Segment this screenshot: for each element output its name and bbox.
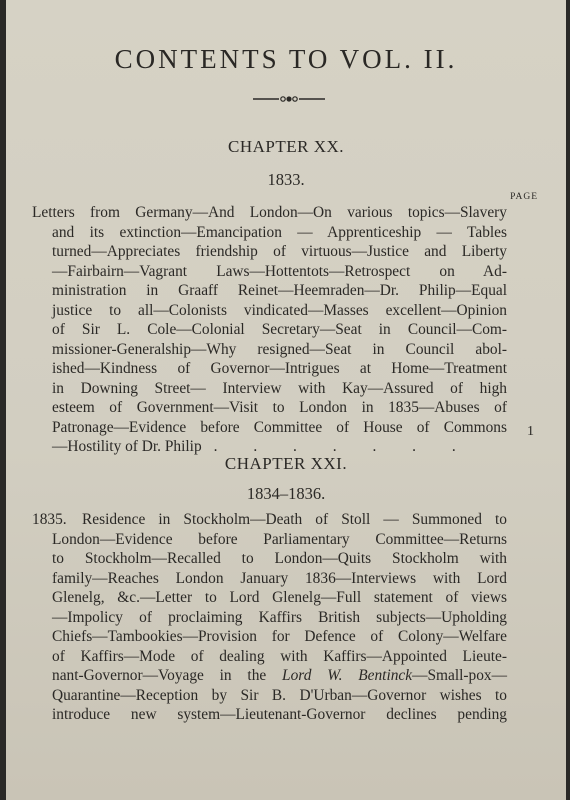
summary-line: —Impolicy of proclaiming Kaffirs British subjects—Upholding (52, 608, 507, 626)
chapter-summary (32, 203, 507, 457)
summary-line: ished—Kindness of Governor—Intrigues at Home—Treatment (52, 360, 507, 377)
summary-line: family—Reaches London January 1836—Interviews with Lord (52, 569, 507, 587)
summary-line: Letters from Germany—And London—On various topics—Slavery (32, 204, 507, 221)
summary-line: Quarantine—Reception by Sir B. D'Urban—Governor wishes to (52, 686, 507, 704)
summary-line-first (32, 510, 507, 530)
summary-line: esteem of Government—Visit to London in 1835—Abuses of (52, 399, 507, 416)
page-number: 1 (527, 424, 534, 439)
summary-line: Glenelg, &c.—Letter to Lord Glenelg—Full statement of views (52, 589, 507, 606)
page-column-label: PAGE (510, 192, 538, 202)
summary-line: of Sir L. Cole—Colonial Secretary—Seat in Council—Com- (52, 321, 507, 338)
summary-line-text: Residence in Stockholm—Death of Stoll — Summoned to (82, 511, 507, 528)
summary-line: Chiefs—Tambookies—Provision for Defence of Colony—Welfare (52, 628, 507, 645)
summary-line: London—Evidence before Parliamentary Committee—Returns (52, 530, 507, 548)
summary-line: missioner-Generalship—Why resigned—Seat in Council abol- (52, 340, 507, 358)
chapter-year: 1834–1836. (246, 484, 326, 503)
summary-line: justice to all—Colonists vindicated—Masses excellent—Opinion (52, 301, 507, 319)
entry-year: 1835. (32, 511, 67, 528)
summary-line-text: nant-Governor—Voyage in the (52, 667, 267, 684)
summary-line: turned—Appreciates friendship of virtuous—Justice and Liberty (52, 243, 507, 260)
summary-line: to Stockholm—Recalled to London—Quits Stockholm with (52, 550, 507, 567)
chapter-summary (32, 510, 507, 725)
summary-line: Patronage—Evidence before Committee of House of Commons (52, 418, 507, 436)
summary-line: —Fairbairn—Vagrant Laws—Hottentots—Retrospect on Ad- (52, 262, 507, 280)
summary-line: in Downing Street— Interview with Kay—Assured of high (52, 379, 507, 397)
summary-line-with-ship (32, 666, 507, 686)
summary-line: ministration in Graaff Reinet—Heemraden—Dr. Philip—Equal (52, 282, 507, 299)
ship-name: Lord W. Bentinck (282, 667, 413, 684)
contents-title: CONTENTS TO VOL. II. (114, 44, 458, 74)
dot-leader: . . . . . . . (213, 438, 472, 455)
chapter-year: 1833. (267, 170, 305, 189)
summary-line: of Kaffirs—Mode of dealing with Kaffirs—Appointed Lieute- (52, 647, 507, 665)
summary-line-text: —Small-pox— (412, 667, 507, 684)
ornament-divider-icon (251, 93, 327, 105)
summary-line: and its extinction—Emancipation — Apprenticeship — Tables (52, 223, 507, 241)
chapter-heading: CHAPTER XXI. (224, 454, 348, 473)
book-page (6, 0, 566, 800)
chapter-heading: CHAPTER XX. (227, 137, 344, 156)
summary-line-text: —Hostility of Dr. Philip (52, 438, 202, 455)
summary-line: introduce new system—Lieutenant-Governor declines pending (52, 706, 507, 723)
